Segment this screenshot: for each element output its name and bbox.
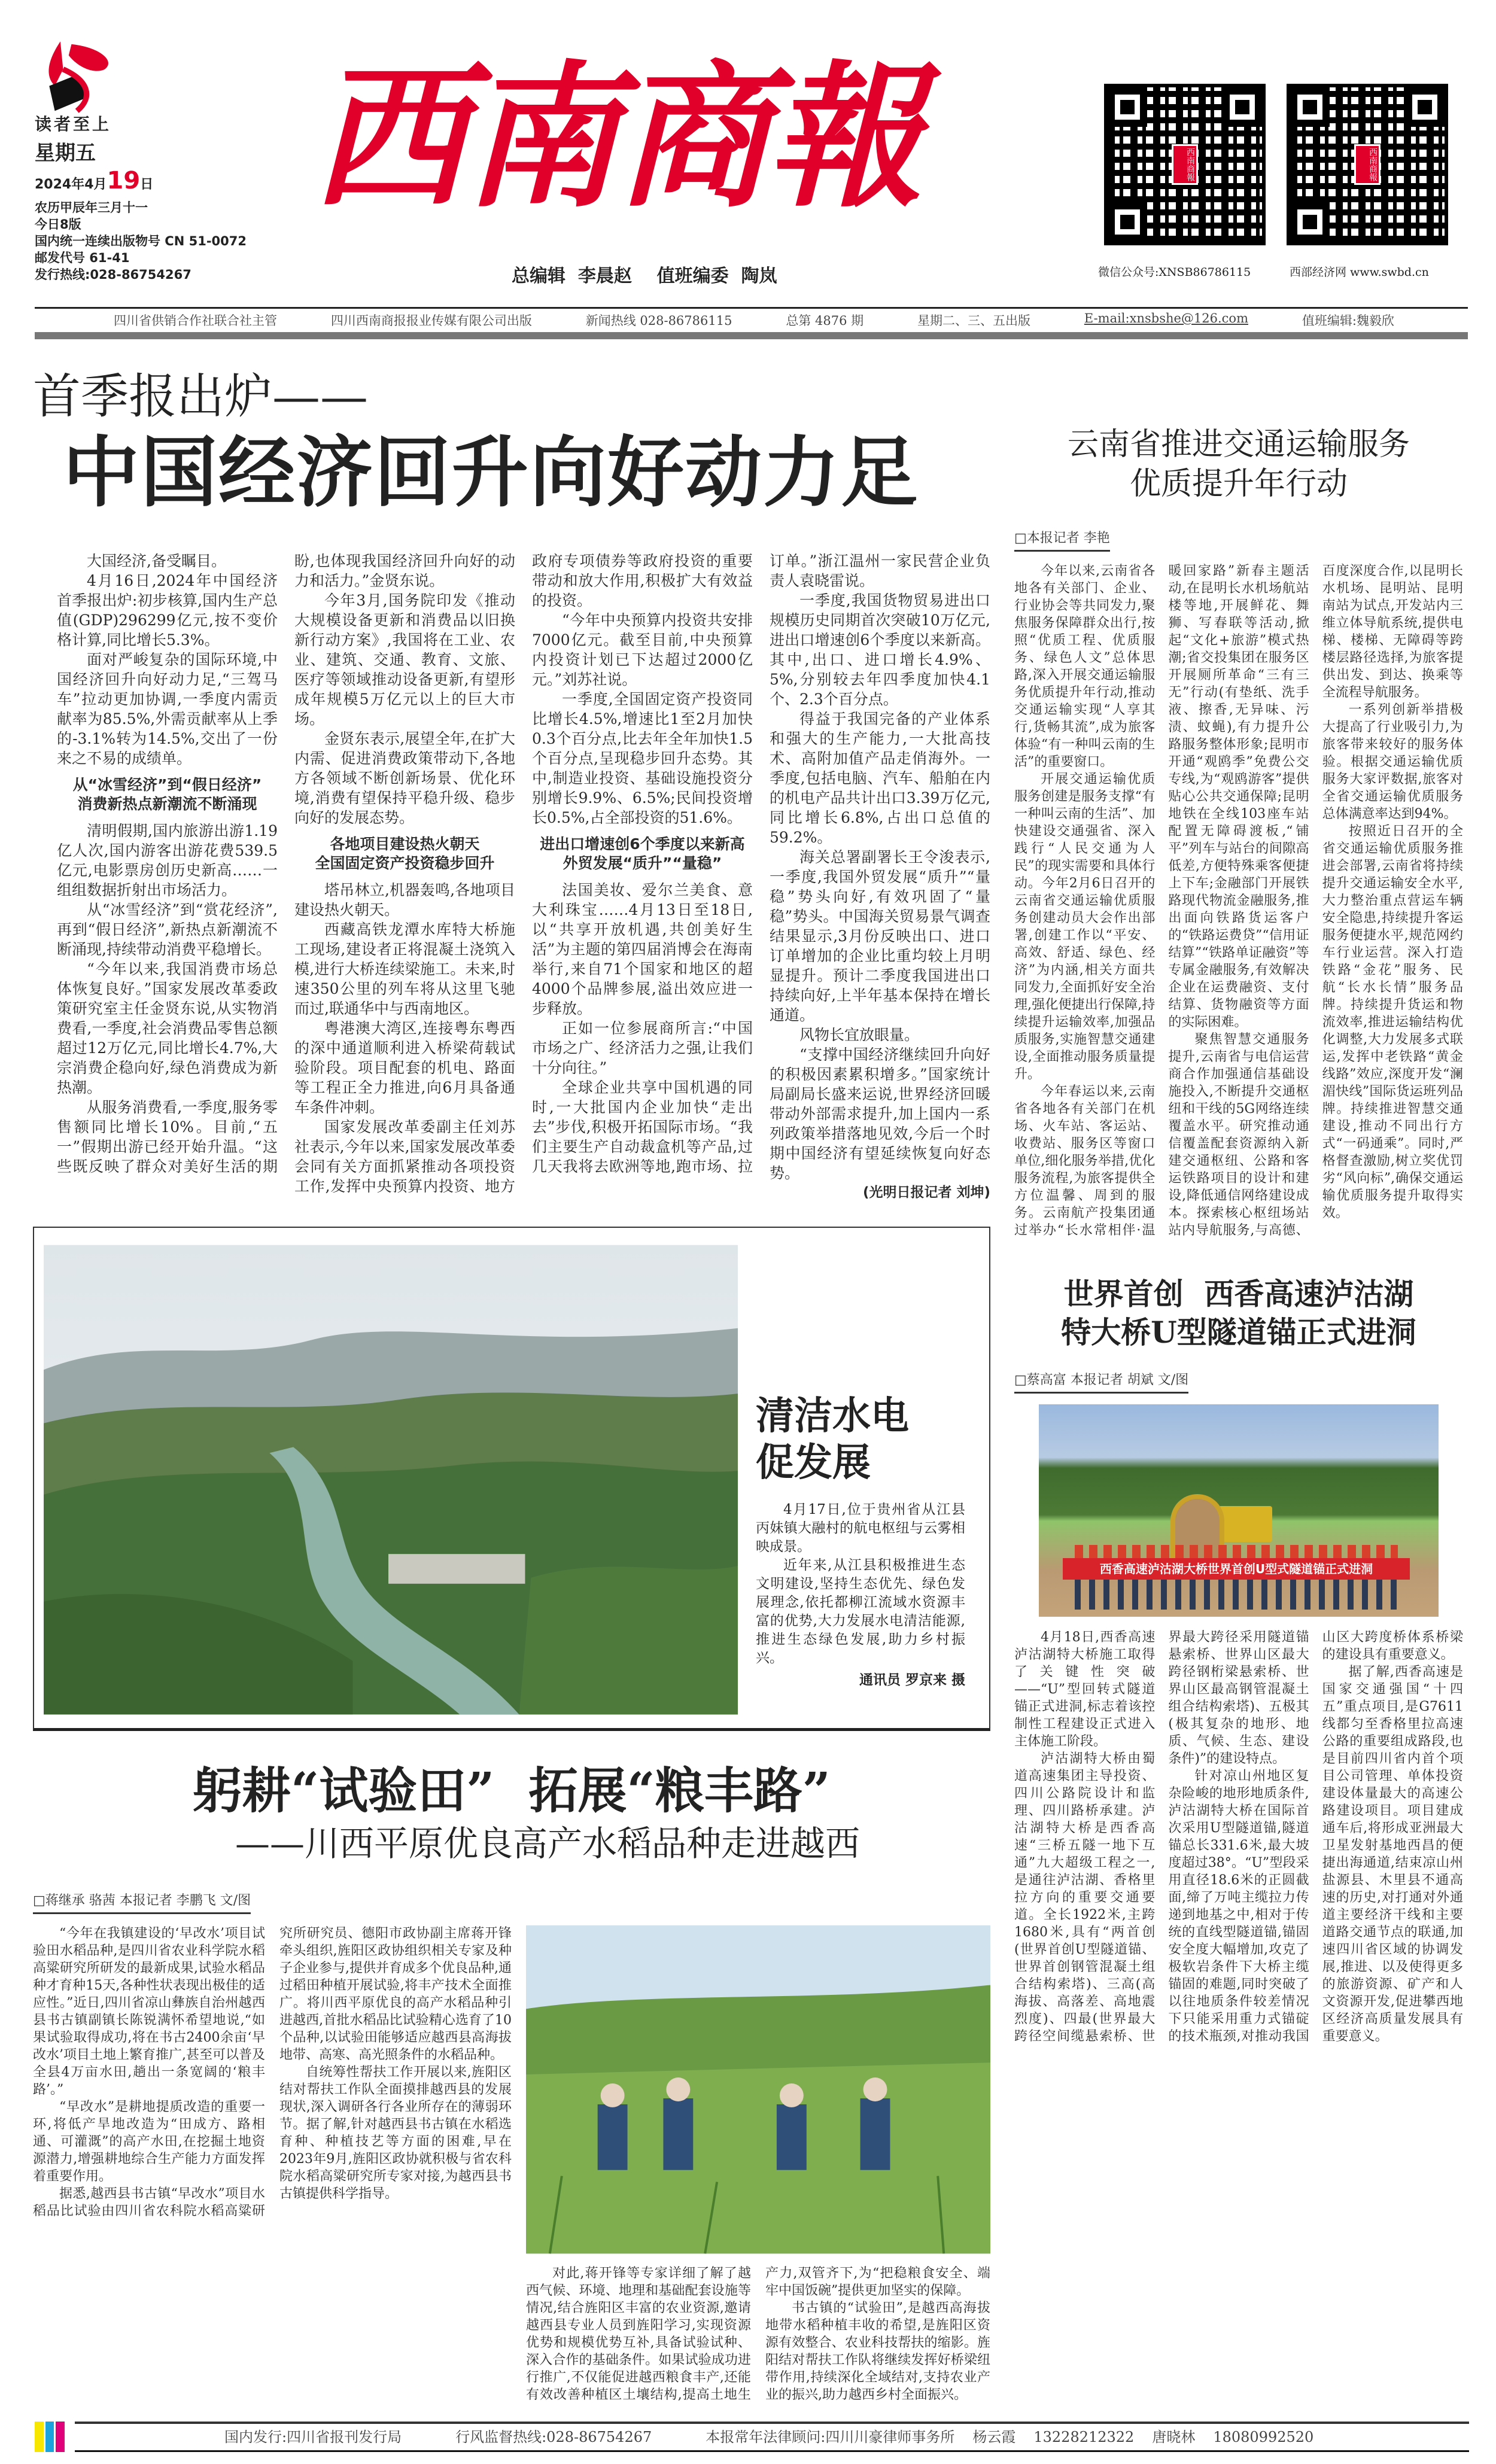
photo-feature-text [756,1243,965,1716]
paragraph: 今年以来,云南省各地各有关部门、企业、行业协会等共同发力,聚焦服务保障群众出行,按照“优质工程、优质服务、绿色人文”总体思路,深入开展交通运输服务优质提升年行动,推动交通运输实现“人享其行,货畅其流”,成为旅客体验“有一种叫云南的生活”的重要窗口。 [1014,564,1156,769]
photo-credit: 通讯员 罗京来 摄 [859,1672,965,1688]
info-item: 新闻热线 028-86786115 [585,314,732,328]
paragraph: 法国美妆、爱尔兰美食、意大利珠宝……4月13日至18日,以“共享开放机遇,共创美好生活”为主题的第四届消博会在海南举行,来自71个国家和地区的超4000个品牌参展,溢出效应进一步释放。 [532,881,753,1017]
paragraph: “今年在我镇建设的‘早改水’项目试验田水稻品种,是四川省农业科学院水稻高粱研究所研发的最新成果,试验水稻品种才育种15天,各种性状表现出极佳的适应性。”近日,四川省凉山彝族自治州越西县书古镇副镇长陈锐满怀希望地说,“如果试验取得成功,将在书古2400余亩‘早改水’项目土地上繁育推广,甚至可以普及全县4万亩水田,趟出一条宽阔的‘粮丰路’。” [33,1926,265,2097]
paragraph: 海关总署副署长王令浚表示,一季度,我国外贸发展“质升”“量稳”势头向好,有效巩固了“量稳”势头。中国海关贸易景气调查结果显示,3月份反映出口、进口订单增加的企业比重均较上月明显提升。预计二季度我国进出口持续向好,上半年基本保持在增长通道。 [770,848,990,1024]
tunnel-headline [1014,1275,1463,1352]
info-item: 值班编辑:魏毅欣 [1302,314,1394,328]
subheading: 从“冰雪经济”到“假日经济” 消费新热点新潮流不断涌现 [72,776,262,813]
page-count: 今日8版 [35,217,81,232]
issn: 国内统一连续出版物号 CN 51-0072 [35,234,247,248]
footer-item: 国内发行:四川省报刊发行局 [224,2429,402,2445]
paragraph: 据悉,越西县书古镇“早改水”项目水稻品比试验由四川省农科院水稻高粱研究所研究员、德阳市政协副主席蒋开锋牵头组织,旌阳区政协组织相关专家及种子企业参与,提供并育成多个优良品种,通过稻田种植开展试验,将丰产技术全面推广。将川西平原优良的高产水稻品种引进越西,首批水稻品比试验精心选育了10个品种,以试验田能够适应越西县高海拔地带、高寒、高光照条件的水稻品种。 [33,1926,512,2219]
tunnel-byline: □蔡高富 本报记者 胡斌 文/图 [1014,1370,1188,1394]
paragraph: “早改水”是耕地提质改造的重要一环,将低产旱地改造为“田成方、路相通、可灌溉”的高产水田,在挖掘土地资源潜力,增强耕地综合生产能力方面发挥着重要作用。 [33,2100,265,2184]
subheading: 各地项目建设热火朝天 全国固定资产投资稳步回升 [315,835,495,872]
paragraph: 书古镇的“试验田”,是越西高海拔地带水稻种植丰收的希望,是旌阳区资源有效整合、农业科技帮扶的缩影。旌阳结对帮扶工作队将继续发挥好桥梁纽带作用,持续深化全域结对,支持农业产业的振兴,助力越西乡村全面振兴。 [765,2301,990,2402]
postal-code: 邮发代号 61-41 [35,251,130,265]
paragraph: 金贤东表示,展望全年,在扩大内需、促进消费政策带动下,各地方各领域不断创新场景、优化环境,消费有望保持平稳升级、稳步向好的发展态势。 [294,730,515,826]
logo-motto: 读者至上 [35,114,112,134]
footer [35,2422,1469,2452]
yunnan-article-body [1014,562,1463,1239]
footer-item: 杨云霞 [972,2429,1016,2445]
paragraph: 聚焦智慧交通服务提升,云南省与电信运营商合作加强通信基础设施投入,不断提升交通枢纽和干线的5G网络连续覆盖水平。研究推动通信覆盖配套资源纳入新建交通枢纽、公路和客运铁路项目的设计和建设,降低通信网络建设成本。探索核心枢纽场站站内导航服务,与高德、百度深度合作,以昆明长水机场、昆明站、昆明南站为试点,开发站内三维立体导航系统,提供电梯、楼梯、无障碍等跨楼层路径选择,为旅客提供出发、到达、换乘等全流程导航服务。 [1168,564,1463,1238]
weekday: 星期五 [35,141,96,165]
paragraph: “今年以来,我国消费市场总体恢复良好。”国家发展改革委政策研究室主任金贤东说,从实物消费看,一季度,社会消费品零售总额超过12万亿元,同比增长4.7%,大宗消费企稳向好,绿色消费成为新热潮。 [57,960,278,1096]
photo-feature-title [756,1393,965,1486]
caption-paragraph: 近年来,从江县积极推进生态文明建设,坚持生态优先、绿色发展理念,依托都柳江流域水资源丰富的优势,大力发展水电清洁能源,推进生态绿色发展,助力乡村振兴。 [756,1558,965,1666]
footer-item: 唐晓林 [1152,2429,1196,2445]
hydropower-photo [44,1243,738,1716]
headline-line: 特大桥U型隧道锚正式进洞 [1061,1315,1416,1350]
footer-item: 18080992520 [1213,2429,1314,2445]
qr-badge: 西南商報 [1354,144,1381,185]
qr-badge: 西南商報 [1172,144,1198,185]
right-column [1014,344,1463,2045]
caption-paragraph: 4月17日,位于贵州省从江县丙妹镇大融村的航电枢纽与云雾相映成景。 [756,1502,965,1555]
info-email[interactable]: E-mail:xnsbshe@126.com [1084,311,1248,326]
rice-headline: 躬耕“试验田” 拓展“粮丰路” [193,1762,831,1820]
color-registration-marks [35,2422,65,2452]
rice-byline: □蒋继承 骆茜 本报记者 李鹏飞 文/图 [33,1890,251,1914]
excavator [1218,1506,1272,1542]
paragraph: 针对凉山州地区复杂险峻的地形地质条件,泸沽湖特大桥在国际首次采用U型隧道锚,隧道锚总长331.6米,最大坡度超过38°。“U”型段采用直径18.6米的正圆截面,缔了万吨主缆拉力传递到地基之中,相对于传统的直线型隧道锚,锚固安全度大幅增加,攻克了极软岩条件下大桥主缆锚固的难题,同时突破了以往地质条件较差情况下只能采用重力式锚碇的技术瓶颈,对推动我国山区大跨度桥体系桥梁的建设具有重要意义。 [1168,1630,1463,2044]
left-column [33,344,990,2404]
info-item: 四川西南商报报业传媒有限公司出版 [330,314,532,328]
page-body [0,344,1496,2404]
paragraph: 自统筹性帮扶工作开展以来,旌阳区结对帮扶工作队全面摸排越西县的发展现状,深入调研各行各业所存在的薄弱环节。据了解,针对越西县书古镇在水稻选育种、种植技艺等方面的困难,早在2023年9月,旌阳区政协就积极与省农科院水稻高粱研究所专家对接,为越西县书古镇提供科学指导。 [279,2065,512,2201]
paragraph: 4月18日,西香高速泸沽湖特大桥施工取得了关键性突破——“U”型回转式隧道锚正式进洞,标志着该控制性工程建设正式进入主体施工阶段。 [1014,1630,1156,1749]
subheading: 进出口增速创6个季度以来新高 外贸发展“质升”“量稳” [540,835,745,872]
paragraph: 一季度,我国货物贸易进出口规模历史同期首次突破10万亿元,进出口增速创6个季度以来新高。其中,出口、进口增长4.9%、5%,分别较去年四季度加快4.1个、2.3个百分点。 [770,592,990,708]
paragraph: 今年3月,国务院印发《推动大规模设备更新和消费品以旧换新行动方案》,我国将在工业、农业、建筑、交通、教育、文旅、医疗等领域推动设备更新,有望形成年规模5万亿元以上的巨大市场。 [294,592,515,728]
paragraph: 全球企业共享中国机遇的同时,一大批国内企业加快“走出去”步伐,积极开拓国际市场。“我们主要生产自动裁盒机等产品,过几天我将去欧洲等地,跑市场、拉订单。”浙江温州一家民营企业负责人袁晓雷说。 [532,552,990,1175]
masthead [0,0,1496,344]
lead-headline: 中国经济回升向好动力足 [63,428,919,518]
paragraph: 按照近日召开的全省交通运输优质服务推进会部署,云南省将持续提升交通运输安全水平,大力整治重点营运车辆安全隐患,持续提升客运服务便捷水平,规范网约车行业运营。深入打造铁路“金花”服务、民航“长水长情”服务品牌。持续提升货运和物流效率,推进运输结构优化调整,大力发展多式联运,发挥中老铁路“黄金线路”效应,深度开发“澜湄快线”国际货运班列品牌。持续推进智慧交通建设,推动不同出行方式“一码通乘”。同时,严格督查激励,树立奖优罚劣“风向标”,确保交通运输优质服务提升取得实效。 [1322,824,1463,1221]
paragraph: 从“冰雪经济”到“赏花经济”,再到“假日经济”,新热点新潮流不断涌现,持续带动消费平稳增长。 [57,901,278,958]
tunnel-construction-photo [1039,1404,1439,1617]
paragraph: 泸沽湖特大桥由蜀道高速集团主导投资、四川公路院设计和监理、四川路桥承建。泸沽湖特大桥是西香高速“三桥五隧一地下互通”九大超级工程之一,是通往泸沽湖、香格里拉方向的重要交通要道。全长1922米,主跨1680米,具有“两首创(世界首创U型隧道锚、世界首创钢管混凝土组合结构索塔)、三高(高海拔、高落差、高地震烈度)、四最(世界最大跨径空间缆悬索桥、世界最大跨径采用隧道锚悬索桥、世界山区最大跨径钢桁梁悬索桥、世界山区最高钢管混凝土组合结构索塔)、五极其(极其复杂的地形、地质、气候、生态、建设条件)”的建设特点。 [1014,1630,1309,2044]
paragraph: “今年中央预算内投资共安排7000亿元。截至目前,中央预算内投资计划已下达超过2000亿元。”刘苏社说。 [532,612,753,688]
date-prefix: 2024年4月 [35,177,107,192]
info-item: 四川省供销合作社联合社主管 [114,314,277,328]
paragraph: 一季度,全国固定资产投资同比增长4.5%,增速比1至2月加快0.3个百分点,比去年全年加快1.5个百分点,呈现稳步回升态势。其中,制造业投资、基础设施投资分别增长9.9%、6.5%;民间投资增长0.5%,占全部投资的51.6%。 [532,690,753,826]
date-day: 19 [107,167,141,194]
photo-caption [756,1501,965,1690]
paragraph: 对此,蒋开锋等专家详细了解了越西气候、环境、地理和基础配套设施等情况,结合旌阳区丰富的农业资源,邀请越西县专业人员到旌阳学习,实现资源优势和规模优势互补,具备试验试种、深入合作的基础条件。如果试验成功进行推广,不仅能促进越西粮食丰产,还能有效改善种植区土壤结构,提高土地生产力,双管齐下,为“把稳粮食安全、端牢中国饭碗”提供更加坚实的保障。 [526,2266,990,2402]
yunnan-headline [1014,425,1463,504]
paragraph: 风物长宜放眼量。 [799,1026,920,1044]
paragraph: 4月16日,2024年中国经济首季报出炉:初步核算,国内生产总值(GDP)296299亿元,按不变价格计算,同比增长5.3%。 [57,572,278,649]
paragraph: 大国经济,备受瞩目。 [87,552,226,570]
headline-line: 云南省推进交通运输服务 [1067,427,1410,463]
date-suffix: 日 [140,177,154,192]
footer-bar [75,2422,1469,2452]
footer-item: 本报常年法律顾问:四川川豪律师事务所 [706,2429,955,2445]
paragraph: 据了解,西香高速是国家交通强国“十四五”重点项目,是G7611线都匀至香格里拉高速公路的重要组成路段,也是目前四川省内首个项目公司管理、单体投资建设体量最大的高速公路建设项目。项目建成通车后,将形成亚洲最大卫星发射基地西昌的便捷出海通道,结束凉山州盐源县、木里县不通高速的历史,对打通对外通道主要经济干线和主要道路交通节点的联通,加速四川省区域的协调发展,推进、以及使得更多的旅游资源、矿产和人文资源开发,促进攀西地区经济高质量发展具有重要意义。 [1322,1665,1463,2044]
paragraph: 国家发展改革委副主任刘苏社表示,今年以来,国家发展改革委会同有关方面抓紧推动各项投资工作,发挥中央预算内投资、地方政府专项债券等政府投资的重要带动和放大作用,积极扩大有效益的投资。 [294,552,753,1195]
title-line: 清洁水电 [756,1394,909,1438]
paragraph: 从服务消费看,一季度,服务零售额同比增长10%。目前,“五一”假期出游已经开始升温。“这些既反映了群众对美好生活的期盼,也体现我国经济回升向好的动力和活力。”金贤东说。 [57,552,515,1175]
wechat-qr-code[interactable] [1104,84,1266,245]
paragraph: 正如一位参展商所言:“中国市场之广、经济活力之强,让我们十分向往。” [532,1020,753,1076]
distribution-hotline: 发行热线:028-86754267 [35,267,191,282]
rice-right [526,1925,990,2404]
website-caption[interactable]: 西部经济网 www.swbd.cn [1290,266,1429,279]
paragraph: 一系列创新举措极大提高了行业吸引力,为旅客带来较好的服务体验。根据交通运输优质服务大家评数据,旅客对全省交通运输优质服务总体满意率达到94%。 [1322,702,1463,822]
info-bar [114,311,1394,329]
article-credit: (光明日报记者 刘坤) [862,1185,990,1200]
footer-item: 行风监督热线:028-86754267 [455,2429,652,2445]
yunnan-byline: □本报记者 李艳 [1014,528,1110,552]
rice-article [33,1925,990,2404]
date [35,166,298,199]
headline-line: 优质提升年行动 [1129,466,1348,502]
info-item: 星期二、三、五出版 [917,314,1030,328]
paragraph: 得益于我国完备的产业体系和强大的生产能力,一大批高技术、高附加值产品走俏海外。一季度,包括电脑、汽车、船舶在内的机电产品共计出口3.39万亿元,同比增长6.8%,占出口总值的59.2%。 [770,710,990,846]
headline-line: 世界首创 西香高速泸沽湖 [1063,1276,1414,1312]
rice-article-body-right [526,2265,990,2404]
paragraph: “支撑中国经济继续回升向好的积极因素累积增多。”国家统计局副局长盛来运说,世界经济回暖带动外部需求提升,加上国内一系列政策举措落地见效,今后一个时期中国经济有望延续恢复向好态势。 [770,1046,990,1182]
paragraph: 开展交通运输优质服务创建是服务支撑“有一种叫云南的生活”、加快建设交通强省、深入践行“人民交通为人民”的现实需要和具体行动。今年2月6日召开的云南省交通运输优质服务创建动员大会作出部署,创建工作以“平安、高效、舒适、绿色、经济”为内涵,相关方面共同发力,全面抓好安全治理,强化便捷出行保障,持续提升运输效率,加强品质服务,实施智慧交通建设,全面推动服务质量提升。 [1014,772,1156,1082]
paragraph: 清明假期,国内旅游出游1.19亿人次,国内游客出游花费539.5亿元,电影票房创历史新高……一组组数据折射出市场活力。 [57,822,278,899]
paragraph: 西藏高铁龙潭水库特大桥施工现场,建设者正将混凝土浇筑入模,进行大桥连续梁施工。未来,时速350公里的列车将从这里飞驰而过,联通华中与西南地区。 [294,921,515,1017]
title-line: 促发展 [756,1440,871,1485]
rice-article-body-left [33,1925,512,2220]
workers-banner: 西香高速泸沽湖大桥世界首创U型式隧道锚正式进洞 [1063,1558,1410,1580]
paragraph: 面对严峻复杂的国际环境,中国经济回升向好动力足,“三驾马车”拉动更加协调,一季度内需贡献率为85.5%,外需贡献率从上季的-3.1%转为14.5%,交出了一份来之不易的成绩单。 [57,651,278,767]
rice-field-photo [526,1925,990,2254]
issue-info-column [35,36,298,283]
newspaper-title: 西南商報 [311,46,919,229]
lead-article-body [33,551,990,1203]
newspaper-logo-icon [35,36,130,114]
paragraph: 粤港澳大湾区,连接粤东粤西的深中通道顺利进入桥梁荷载试验阶段。项目配套的机电、路面等工程正全力推进,向6月具备通车条件冲刺。 [294,1020,515,1116]
lunar-date: 农历甲辰年三月十一 [35,200,148,215]
lead-kicker: 首季报出炉—— [33,369,368,424]
tunnel-article-body [1014,1629,1463,2045]
wechat-caption: 微信公众号:XNSB86786115 [1098,266,1251,279]
photo-feature-box [33,1227,990,1731]
paragraph: 今年春运以来,云南省各地各有关部门在机场、火车站、客运站、收费站、服务区等窗口单位,细化服务举措,优化服务流程,为旅客提供全方位温馨、周到的服务。云南航产投集团通过举办“长水常相伴·温暖回家路”新春主题活动,在昆明长水机场航站楼等地,开展鲜花、舞狮、写春联等活动,掀起“文化+旅游”模式热潮;省交投集团在服务区开展厕所革命“三有三无”行动(有垫纸、洗手液、擦香,无异味、污渍、蚊蝇),有力提升公路服务整体形象;昆明市开通“观鸥季”免费公交专线,为“观鸥游客”提供贴心公共交通保障;昆明地铁在全线103座车站配置无障碍渡板,“铺平”列车与站台的间隙高低差,方便特殊乘客便捷上下车;金融部门开展铁路现代物流金融服务,推出面向铁路货运客户的“铁路运费贷”“信用证结算”“铁路单证融资”等专属金融服务,有效解决企业在运费融资、支付结算、货物融资等方面的实际困难。 [1014,564,1309,1238]
info-item: 总第 4876 期 [786,314,864,328]
editors-line: 总编辑 李晨赵 值班编委 陶岚 [512,266,777,287]
rice-subtitle: ——川西平原优良高产水稻品种走进越西 [235,1823,860,1864]
website-qr-code[interactable] [1287,84,1448,245]
paragraph: 塔吊林立,机器轰鸣,各地项目建设热火朝天。 [294,881,515,918]
footer-item: 13228212322 [1033,2429,1135,2445]
